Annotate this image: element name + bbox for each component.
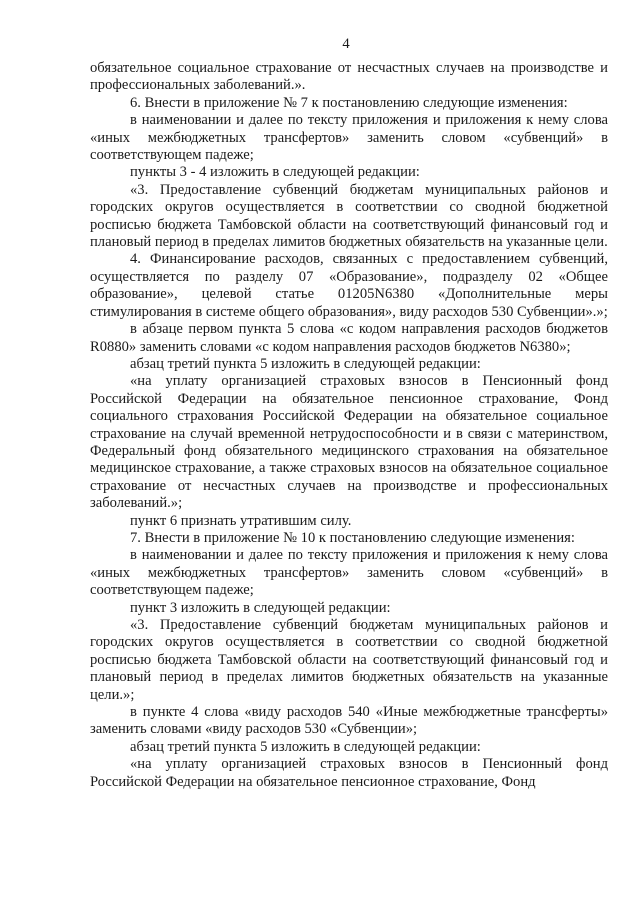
paragraph: пункты 3 - 4 изложить в следующей редакции: (130, 164, 420, 181)
paragraph: пункт 3 изложить в следующей редакции: (130, 599, 391, 616)
paragraph: 6. Внести в приложение № 7 к постановлению следующие изменения: (130, 94, 568, 111)
paragraph: в наименовании и далее по тексту приложения и приложения к нему слова «иных межбюджетных трансфертов» заменить словом «субвенций» в соответствующем падеже; (90, 112, 608, 164)
paragraph: «на уплату организацией страховых взносов в Пенсионный фонд Российской Федерации на обязательное пенсионное страхование, Фонд (90, 756, 608, 790)
document-body (90, 60, 608, 791)
paragraph: в абзаце первом пункта 5 слова «с кодом направления расходов бюджетов R0880» заменить словами «с кодом направления расходов бюджетов N6380»; (90, 321, 608, 355)
paragraph: обязательное социальное страхование от несчастных случаев на производстве и профессиональных заболеваний.». (90, 60, 608, 94)
paragraph: в пункте 4 слова «виду расходов 540 «Иные межбюджетные трансферты» заменить словами «виду расходов 530 «Субвенции»; (90, 704, 608, 738)
paragraph: 4. Финансирование расходов, связанных с предоставлением субвенций, осуществляется по разделу 07 «Образование», подразделу 02 «Общее образование», целевой статье 01205N6380 «Дополнительные меры стимулирования в системе общего образования», виду расходов 530 Субвенции».»; (90, 251, 608, 320)
paragraph: «3. Предоставление субвенций бюджетам муниципальных районов и городских округов осуществляется в соответствии со сводной бюджетной росписью бюджета Тамбовской области на соответствующий финансовый год и плановый период в пределах лимитов бюджетных обязательств на указанные цели.»; (90, 617, 608, 703)
paragraph: «на уплату организацией страховых взносов в Пенсионный фонд Российской Федерации на обязательное пенсионное страхование, Фонд социального страхования Российской Федерации на обязательное социальное страхование на случай временной нетрудоспособности и в связи с материнством, Федеральный фонд обязательного медицинского страхования на обязательное медицинское страхование, а также страховых взносов на обязательное социальное страхование от несчастных случаев на производстве и профессиональных заболеваний.»; (90, 373, 608, 512)
paragraph: 7. Внести в приложение № 10 к постановлению следующие изменения: (130, 529, 575, 546)
paragraph: абзац третий пункта 5 изложить в следующей редакции: (130, 738, 481, 755)
paragraph: «3. Предоставление субвенций бюджетам муниципальных районов и городских округов осуществляется в соответствии со сводной бюджетной росписью бюджета Тамбовской области на соответствующий финансовый год и плановый период в пределах лимитов бюджетных обязательств на указанные цели. (90, 181, 608, 251)
paragraph: абзац третий пункта 5 изложить в следующей редакции: (130, 355, 481, 372)
paragraph: пункт 6 признать утратившим силу. (130, 512, 352, 529)
page-number: 4 (342, 36, 350, 52)
paragraph: в наименовании и далее по тексту приложения и приложения к нему слова «иных межбюджетных трансфертов» заменить словом «субвенций» в соответствующем падеже; (90, 547, 608, 599)
